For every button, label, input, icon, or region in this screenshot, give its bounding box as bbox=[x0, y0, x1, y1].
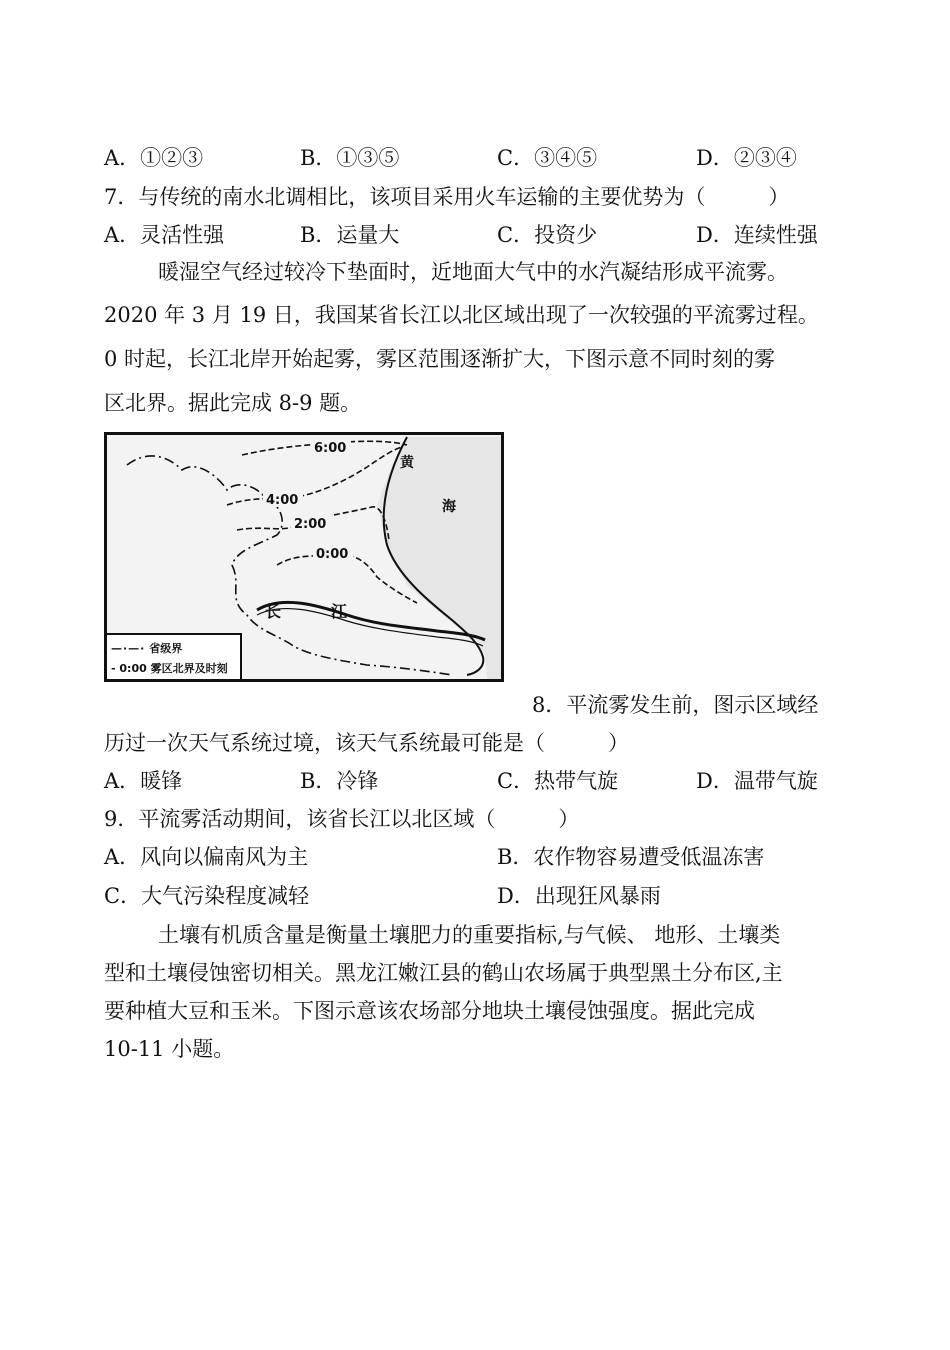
label-jiang: 江 bbox=[331, 602, 348, 621]
q7-option-b: B．运量大 bbox=[300, 223, 400, 247]
passage1-line4: 区北界。据此完成 8-9 题。 bbox=[104, 391, 362, 415]
q7-stem: 7．与传统的南水北调相比，该项目采用火车运输的主要优势为（ ） bbox=[104, 185, 790, 209]
q6-option-b: B．①③⑤ bbox=[300, 146, 400, 170]
q7-option-c: C．投资少 bbox=[497, 223, 598, 247]
legend-province: —·—· 省级界 bbox=[111, 642, 183, 655]
q8-option-c: C．热带气旋 bbox=[497, 769, 619, 793]
label-huang: 黄 bbox=[400, 455, 414, 471]
passage2-line2: 型和土壤侵蚀密切相关。黑龙江嫩江县的鹤山农场属于典型黑土分布区,主 bbox=[104, 961, 783, 985]
passage2-line3: 要种植大豆和玉米。下图示意该农场部分地块土壤侵蚀强度。据此完成 bbox=[104, 999, 755, 1023]
map-legend bbox=[107, 633, 242, 679]
passage2-line1: 土壤有机质含量是衡量土壤肥力的重要指标,与气候、 地形、土壤类 bbox=[158, 923, 781, 947]
passage1-line2: 2020 年 3 月 19 日，我国某省长江以北区域出现了一次较强的平流雾过程。 bbox=[104, 303, 819, 327]
fog-time-4: 4:00 bbox=[266, 493, 299, 508]
passage1-line3: 0 时起，长江北岸开始起雾，雾区范围逐渐扩大，下图示意不同时刻的雾 bbox=[104, 347, 776, 371]
q7-option-d: D．连续性强 bbox=[696, 223, 818, 247]
q8-option-a: A．暖锋 bbox=[104, 769, 183, 793]
q8-option-d: D．温带气旋 bbox=[696, 769, 818, 793]
fog-time-2: 2:00 bbox=[294, 517, 327, 532]
q6-option-a: A．①②③ bbox=[104, 146, 204, 170]
q9-option-c: C．大气污染程度减轻 bbox=[104, 884, 310, 908]
label-chang: 长 bbox=[265, 602, 282, 621]
label-hai: 海 bbox=[442, 499, 456, 515]
q9-option-b: B．农作物容易遭受低温冻害 bbox=[497, 845, 765, 869]
q9-option-d: D．出现狂风暴雨 bbox=[497, 884, 661, 908]
fog-time-6: 6:00 bbox=[314, 441, 347, 456]
passage1-line1: 暖湿空气经过较冷下垫面时，近地面大气中的水汽凝结形成平流雾。 bbox=[158, 260, 788, 284]
fog-map-figure bbox=[104, 432, 504, 682]
legend-fog: - 0:00 雾区北界及时刻 bbox=[111, 662, 228, 675]
q9-option-a: A．风向以偏南风为主 bbox=[104, 845, 309, 869]
q7-option-a: A．灵活性强 bbox=[104, 223, 225, 247]
q6-option-c: C．③④⑤ bbox=[497, 146, 598, 170]
passage2-line4: 10-11 小题。 bbox=[104, 1037, 235, 1061]
fog-time-0: 0:00 bbox=[316, 547, 349, 562]
q6-option-d: D．②③④ bbox=[696, 146, 797, 170]
q8-option-b: B．冷锋 bbox=[300, 769, 379, 793]
q9-stem: 9．平流雾活动期间，该省长江以北区域（ ） bbox=[104, 807, 580, 831]
q8-stem-line2: 历过一次天气系统过境，该天气系统最可能是（ ） bbox=[104, 731, 629, 755]
q8-stem-line1: 8．平流雾发生前，图示区域经 bbox=[532, 693, 819, 717]
